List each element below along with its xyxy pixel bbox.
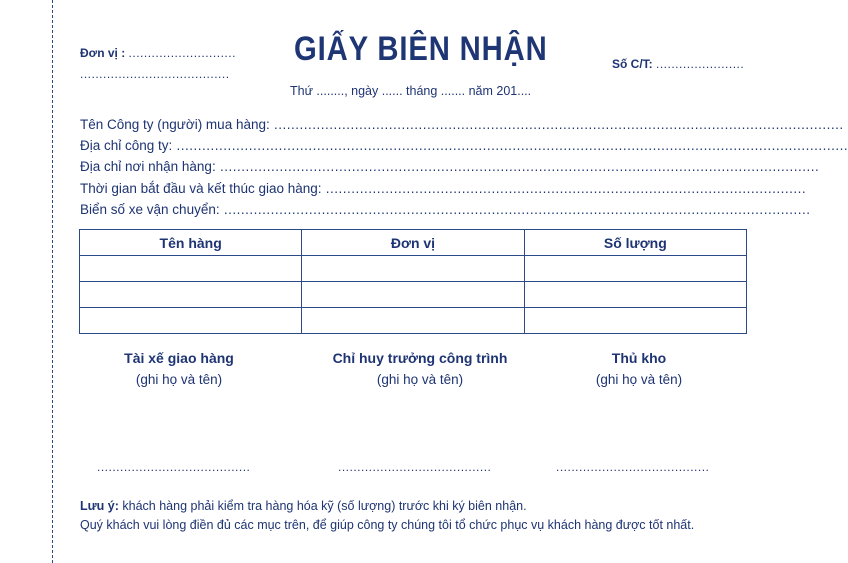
signature-hint: (ghi họ và tên) [376,372,464,387]
note-line-1 [80,499,527,513]
table-row [80,256,747,282]
field-dots: ................................................................................................................. [321,181,807,196]
doc-number-dots: ....................... [656,57,745,71]
signature-hint: (ghi họ và tên) [595,372,683,387]
table-header-row [80,230,747,256]
date-line: Thứ ........, ngày ...... tháng ....... năm 201.... [290,84,532,98]
signature-line-site-manager: ........................................ [338,460,492,474]
field-dots: .......................................................................................................................................... [219,202,811,217]
field-company-address [80,138,848,153]
field-label: Biển số xe vận chuyển: [80,202,220,217]
field-delivery-time [80,181,807,196]
table-cell [80,256,302,282]
table-row [80,308,747,334]
perforation-line [52,0,53,563]
note-line-2: Quý khách vui lòng điền đủ các mục trên, để giúp công ty chúng tôi tổ chức phục vụ khách hàng được tốt nhất. [80,518,695,532]
note-text: khách hàng phải kiểm tra hàng hóa kỹ (số lượng) trước khi ký biên nhận. [118,499,527,513]
field-label: Tên Công ty (người) mua hàng: [80,117,270,132]
unit-dots-line2: ....................................... [80,67,230,81]
field-buyer [80,117,844,132]
table-cell [302,256,524,282]
signature-role: Thủ kho [611,350,667,366]
table-row [80,282,747,308]
field-dots: ...................................................................................................................................... [269,117,844,132]
table-cell [524,308,746,334]
field-label: Địa chỉ công ty: [80,138,173,153]
unit-dots: ............................ [128,46,236,60]
page-title: GIẤY BIÊN NHẬN [294,30,548,68]
unit-label: Đơn vị : [80,46,126,60]
field-dots: ............................................................................................................................................. [215,159,820,174]
unit-field [80,46,236,60]
table-cell [80,282,302,308]
field-plate-number [80,202,811,217]
signature-driver [69,350,289,387]
table-cell [524,282,746,308]
field-dots: .............................................................................................................................................................. [172,138,848,153]
doc-number-label: Số C/T: [612,57,653,71]
header-item-name: Tên hàng [80,230,302,256]
field-delivery-address [80,159,820,174]
signature-role: Chỉ huy trưởng công trình [332,350,508,366]
header-unit: Đơn vị [302,230,524,256]
table-cell [524,256,746,282]
table-cell [302,282,524,308]
doc-number-field [612,57,744,71]
header-quantity: Số lượng [524,230,746,256]
field-label: Địa chỉ nơi nhận hàng: [80,159,216,174]
signature-line-driver: ........................................ [97,460,251,474]
field-label: Thời gian bắt đầu và kết thúc giao hàng: [80,181,322,196]
table-cell [80,308,302,334]
table-cell [302,308,524,334]
goods-table [79,229,747,334]
signature-line-storekeeper: ........................................ [556,460,710,474]
signature-storekeeper [529,350,749,387]
signature-role: Tài xế giao hàng [124,350,234,366]
note-label: Lưu ý: [80,499,119,513]
signature-hint: (ghi họ và tên) [135,372,223,387]
signature-site-manager [310,350,530,387]
